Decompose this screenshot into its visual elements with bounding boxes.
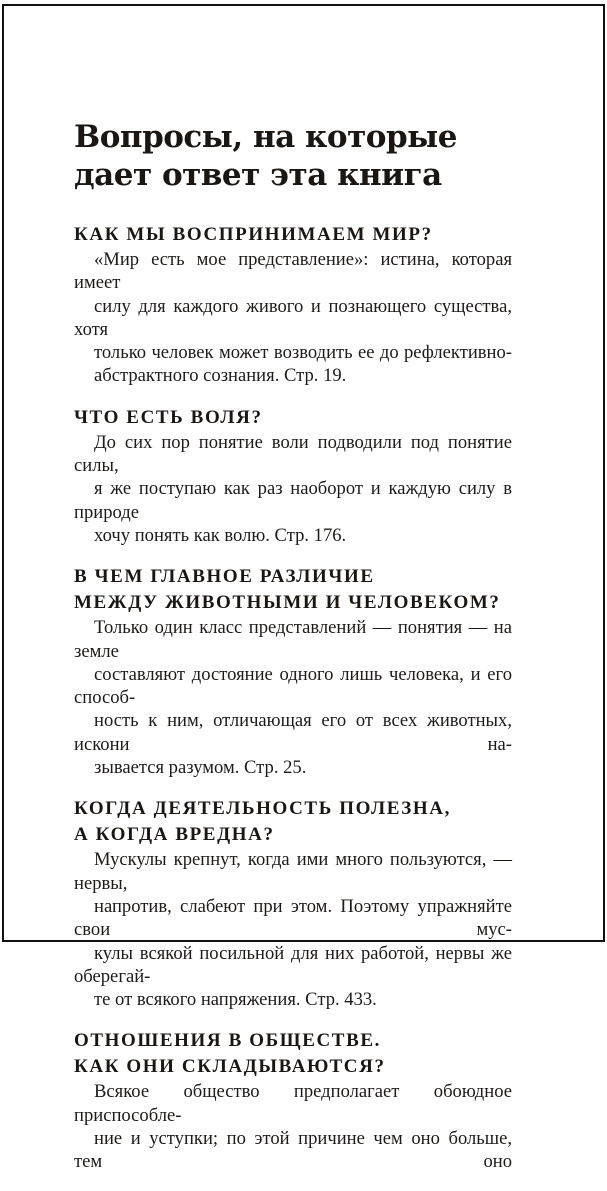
text-line: зывается разумом. Стр. 25. <box>94 757 307 779</box>
text-line: До сих пор понятие воли подводили под понятие силы, <box>74 431 512 477</box>
section-answer <box>74 848 512 1011</box>
heading-line: ОТНОШЕНИЯ В ОБЩЕСТВЕ. <box>74 1030 381 1052</box>
text-line: ность к ним, отличающая его от всех животных, искони на- <box>74 710 512 755</box>
heading-line: КАК ОНИ СКЛАДЫВАЮТСЯ? <box>74 1056 386 1078</box>
text-line: составляют достояние одного лишь человека, и его способ- <box>74 663 512 709</box>
heading-line: МЕЖДУ ЖИВОТНЫМИ И ЧЕЛОВЕКОМ? <box>74 592 501 614</box>
section-heading <box>74 1028 512 1080</box>
text-line: хочу понять как волю. Стр. 176. <box>94 524 347 546</box>
text-line: я же поступаю как раз наоборот и каждую силу в природе <box>74 478 512 523</box>
text-line: Только один класс представлений — понятия — на земле <box>74 617 512 662</box>
page-content <box>74 118 512 1191</box>
question-section-activity <box>74 796 512 1011</box>
heading-line: В ЧЕМ ГЛАВНОЕ РАЗЛИЧИЕ <box>74 566 375 588</box>
section-heading <box>74 564 512 616</box>
section-heading <box>74 796 512 848</box>
text-line: кулы всякой посильной для них работой, нервы же оберегай- <box>74 942 512 987</box>
title-line: дает ответ эта книга <box>74 157 442 193</box>
question-section-perception <box>74 222 512 388</box>
book-page <box>2 4 605 1173</box>
question-section-society <box>74 1028 512 1173</box>
text-line: только человек может возводить ее до рефлективно- <box>94 342 512 364</box>
question-section-will <box>74 405 512 547</box>
text-line: Всякое общество предполагает обоюдное приспособле- <box>74 1081 512 1126</box>
page-title <box>74 118 512 194</box>
section-answer <box>74 1080 512 1173</box>
section-heading <box>74 405 512 431</box>
section-answer <box>74 431 512 547</box>
text-line: напротив, слабеют при этом. Поэтому упражняйте свои мус- <box>74 895 512 941</box>
section-answer <box>74 248 512 388</box>
section-answer <box>74 616 512 779</box>
question-section-animals-humans <box>74 564 512 779</box>
text-line: абстрактного сознания. Стр. 19. <box>94 365 347 387</box>
heading-line: А КОГДА ВРЕДНА? <box>74 824 275 846</box>
heading-line: ЧТО ЕСТЬ ВОЛЯ? <box>74 406 263 428</box>
heading-line: КАК МЫ ВОСПРИНИМАЕМ МИР? <box>74 224 433 245</box>
title-line: Вопросы, на которые <box>74 119 457 155</box>
text-line: Мускулы крепнут, когда ими много пользуются, — нервы, <box>74 849 512 894</box>
text-line: ние и уступки; по этой причине чем оно больше, тем оно <box>74 1128 512 1173</box>
text-line: силу для каждого живого и познающего существа, хотя <box>74 295 512 340</box>
text-line: «Мир есть мое представление»: истина, которая имеет <box>74 249 512 294</box>
heading-line: КОГДА ДЕЯТЕЛЬНОСТЬ ПОЛЕЗНА, <box>74 798 451 820</box>
section-heading <box>74 222 512 248</box>
text-line: те от всякого напряжения. Стр. 433. <box>94 989 377 1011</box>
